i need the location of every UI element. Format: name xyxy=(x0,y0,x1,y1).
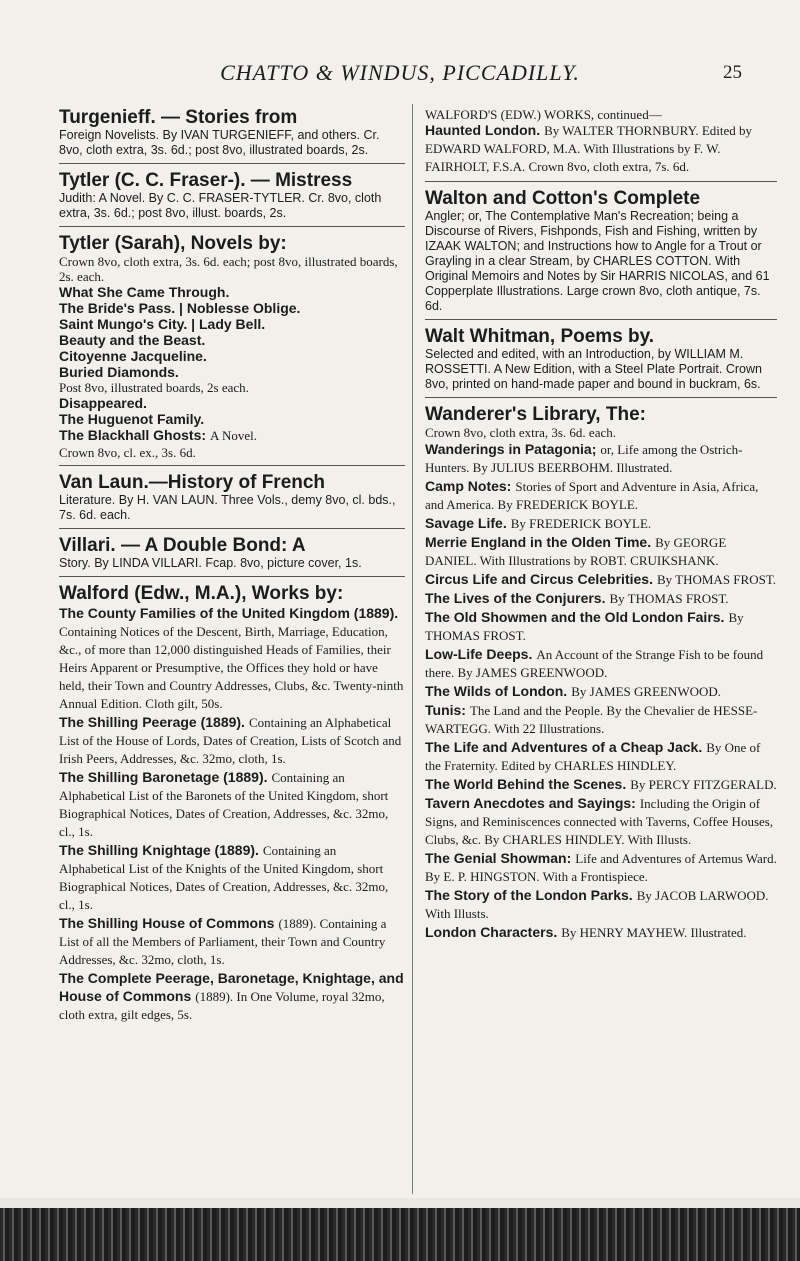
entry-wanderers-library xyxy=(425,401,777,947)
book-title: The Genial Showman: xyxy=(425,850,572,866)
book-title: Camp Notes: xyxy=(425,478,512,494)
book-title: Haunted London. xyxy=(425,122,541,138)
entry-tytler-c xyxy=(59,167,405,227)
entry-text: Angler; or, The Contemplative Man's Recreation; being a Discourse of Rivers, Fishponds, Fish and Fishing, written by IZAAK WALTON; and Instructions how to Angle for a Trout or Grayling in a clear Stream, by CHARLES COTTON. With Original Memoirs and Notes by Sir HARRIS NICOLAS, and 61 Copperplate Illustrations. Large crown 8vo, cloth antique, 7s. 6d. xyxy=(425,209,770,313)
list-item xyxy=(425,441,777,477)
book-title: The Huguenot Family. xyxy=(59,411,205,427)
book-title: The Wilds of London. xyxy=(425,683,568,699)
book-title: The World Behind the Scenes. xyxy=(425,776,627,792)
entry-heading: Turgenieff. — Stories from xyxy=(59,107,298,128)
book-description: (1889). In One Volume, royal 32mo, cloth extra, gilt edges, 5s. xyxy=(59,989,385,1022)
book-title: Wanderings in Patagonia; xyxy=(425,441,597,457)
book-title: Disappeared. xyxy=(59,395,147,411)
list-item xyxy=(425,122,777,176)
book-description: An Account of the Strange Fish to be found there. By JAMES GREENWOOD. xyxy=(425,647,764,680)
book-tail: A Novel. xyxy=(210,428,257,443)
book-title: London Characters. xyxy=(425,924,558,940)
list-item xyxy=(425,609,777,645)
list-item xyxy=(425,515,777,533)
page-number: 25 xyxy=(723,62,742,83)
entry-text: Judith: A Novel. By C. C. FRASER-TYTLER. Cr. 8vo, cloth extra, 3s. 6d.; post 8vo, illust. boards, 2s. xyxy=(59,191,382,220)
entry-walford xyxy=(59,580,405,1029)
book-title: Beauty and the Beast. xyxy=(59,332,206,348)
book-title: The Complete Peerage, Baronetage, Knightage, and House of Commons xyxy=(59,970,404,1004)
book-description: (1889). Containing a List of all the Members of Parliament, their Town and Country Addresses, &c. 32mo, cloth, 1s. xyxy=(59,916,387,967)
entry-tytler-sarah xyxy=(59,230,405,466)
list-item xyxy=(425,850,777,886)
list-item xyxy=(59,842,405,914)
book-description: Stories of Sport and Adventure in Asia, Africa, and America. By FREDERICK BOYLE. xyxy=(425,479,759,512)
book-title: The Shilling Knightage (1889). xyxy=(59,842,259,858)
book-description: Containing an Alphabetical List of the Baronets of the United Kingdom, short Biographical Notices, Dates of Creation, Addresses, &c. 32mo, cl., 1s. xyxy=(59,770,389,839)
list-item xyxy=(425,571,777,589)
entry-villari xyxy=(59,532,405,577)
book-description: By One of the Fraternity. Edited by CHARLES HINDLEY. xyxy=(425,740,761,773)
book-title: The Shilling House of Commons xyxy=(59,915,275,931)
list-item xyxy=(425,590,777,608)
list-item xyxy=(425,776,777,794)
book-title: Buried Diamonds. xyxy=(59,364,179,380)
book-title: Savage Life. xyxy=(425,515,507,531)
left-column xyxy=(59,104,405,1032)
entry-heading: Walt Whitman, Poems by. xyxy=(425,326,655,347)
book-title: Citoyenne Jacqueline. xyxy=(59,348,207,364)
book-description: Containing Notices of the Descent, Birth, Marriage, Education, &c., of more than 12,000 distinguished Heads of Families, their Heirs Apparent or Presumptive, the Offices they hold or have held, their Town and Country Addresses, Clubs, &c. Twenty-ninth Annual Edition. Cloth gilt, 50s. xyxy=(59,624,404,711)
book-description: By THOMAS FROST. xyxy=(609,591,729,606)
running-head: CHATTO & WINDUS, PICCADILLY. xyxy=(220,60,580,85)
page-edge-band xyxy=(0,1198,800,1261)
entry-heading: Van Laun.—History of French xyxy=(59,472,326,493)
entry-heading: Villari. — A Double Bond: A xyxy=(59,535,306,556)
column-divider xyxy=(412,104,413,1194)
book-title: Saint Mungo's City. | Lady Bell. xyxy=(59,316,266,332)
book-title: The Life and Adventures of a Cheap Jack. xyxy=(425,739,703,755)
entry-text: Selected and edited, with an Introduction, by WILLIAM M. ROSSETTI. A New Edition, with a Steel Plate Portrait. Crown 8vo, printed on hand-made paper and bound in buckram, 6s. xyxy=(425,347,762,391)
book-description: By THOMAS FROST. xyxy=(425,610,744,643)
entry-heading: Wanderer's Library, The: xyxy=(425,404,646,425)
book-description: Life and Adventures of Artemus Ward. By E. P. HINGSTON. With a Frontispiece. xyxy=(425,851,777,884)
entry-whitman xyxy=(425,323,777,398)
book-title: The Shilling Peerage (1889). xyxy=(59,714,245,730)
list-item xyxy=(59,714,405,768)
list-item xyxy=(425,534,777,570)
book-description: or, Life among the Ostrich-Hunters. By JULIUS BEERBOHM. Illustrated. xyxy=(425,442,743,475)
book-title: The Old Showmen and the Old London Fairs. xyxy=(425,609,725,625)
page-header xyxy=(0,60,800,94)
list-item xyxy=(425,795,777,849)
entry-intro: Crown 8vo, cloth extra, 3s. 6d. each. xyxy=(425,425,616,440)
list-item xyxy=(59,915,405,969)
book-title: What She Came Through. xyxy=(59,284,230,300)
book-title: The County Families of the United Kingdom (1889). xyxy=(59,605,399,621)
book-description: Containing an Alphabetical List of the Knights of the United Kingdom, short Biographical Notices, Dates of Creation, Addresses, &c. 32mo, cl., 1s. xyxy=(59,843,389,912)
entry-turgenieff xyxy=(59,104,405,164)
right-column xyxy=(425,104,777,950)
book-title: The Blackhall Ghosts: xyxy=(59,427,207,443)
list-item xyxy=(425,887,777,923)
entry-text: Foreign Novelists. By IVAN TURGENIEFF, and others. Cr. 8vo, cloth extra, 3s. 6d.; post 8vo, illustrated boards, 2s. xyxy=(59,128,380,157)
entry-heading: Walford (Edw., M.A.), Works by: xyxy=(59,583,344,604)
list-item xyxy=(425,683,777,701)
list-item xyxy=(425,478,777,514)
entry-walton xyxy=(425,185,777,320)
entry-note: Post 8vo, illustrated boards, 2s each. xyxy=(59,380,249,395)
entry-text: Literature. By H. VAN LAUN. Three Vols., demy 8vo, cl. bds., 7s. 6d. each. xyxy=(59,493,396,522)
entry-intro: Crown 8vo, cloth extra, 3s. 6d. each; post 8vo, illustrated boards, 2s. each. xyxy=(59,254,398,284)
list-item xyxy=(425,702,777,738)
continuation-lead: WALFORD'S (EDW.) WORKS, continued— xyxy=(425,107,662,122)
list-item xyxy=(425,646,777,682)
book-description: By WALTER THORNBURY. Edited by EDWARD WALFORD, M.A. With Illustrations by F. W. FAIRHOLT, F.S.A. Crown 8vo, cloth extra, 7s. 6d. xyxy=(425,123,752,174)
entry-text: Crown 8vo, cl. ex., 3s. 6d. xyxy=(59,445,196,460)
list-item xyxy=(425,924,777,942)
entry-walford-continued xyxy=(425,104,777,182)
book-description: Including the Origin of Signs, and Reminiscences connected with Taverns, Coffee Houses, Clubs, &c. By CHARLES HINDLEY. With Illusts. xyxy=(425,796,774,847)
list-item xyxy=(59,970,405,1024)
entry-heading: Tytler (C. C. Fraser-). — Mistress xyxy=(59,170,353,191)
book-description: By PERCY FITZGERALD. xyxy=(630,777,777,792)
book-description: By GEORGE DANIEL. With Illustrations by ROBT. CRUIKSHANK. xyxy=(425,535,727,568)
list-item xyxy=(59,605,405,713)
book-title: The Story of the London Parks. xyxy=(425,887,633,903)
book-title: Tavern Anecdotes and Sayings: xyxy=(425,795,636,811)
book-description: By THOMAS FROST. xyxy=(656,572,777,587)
book-title: Circus Life and Circus Celebrities. xyxy=(425,571,653,587)
book-title: The Lives of the Conjurers. xyxy=(425,590,606,606)
book-title: The Bride's Pass. | Noblesse Oblige. xyxy=(59,300,301,316)
book-title: Tunis: xyxy=(425,702,466,718)
book-description: The Land and the People. By the Chevalier de HESSE-WARTEGG. With 22 Illustrations. xyxy=(425,703,758,736)
book-description: By HENRY MAYHEW. Illustrated. xyxy=(561,925,747,940)
book-title: Low-Life Deeps. xyxy=(425,646,533,662)
book-title: Merrie England in the Olden Time. xyxy=(425,534,652,550)
entry-heading: Tytler (Sarah), Novels by: xyxy=(59,233,287,254)
book-title: The Shilling Baronetage (1889). xyxy=(59,769,268,785)
book-line xyxy=(59,427,405,445)
entry-heading: Walton and Cotton's Complete xyxy=(425,188,701,209)
entry-text: Story. By LINDA VILLARI. Fcap. 8vo, picture cover, 1s. xyxy=(59,556,362,570)
book-description: By JACOB LARWOOD. With Illusts. xyxy=(425,888,769,921)
entry-van-laun xyxy=(59,469,405,529)
list-item xyxy=(59,769,405,841)
list-item xyxy=(425,739,777,775)
book-description: Containing an Alphabetical List of the House of Lords, Dates of Creation, Lists of Scotch and Irish Peers, Addresses, &c. 32mo, cloth, 1s. xyxy=(59,715,402,766)
book-description: By JAMES GREENWOOD. xyxy=(571,684,722,699)
book-description: By FREDERICK BOYLE. xyxy=(510,516,652,531)
